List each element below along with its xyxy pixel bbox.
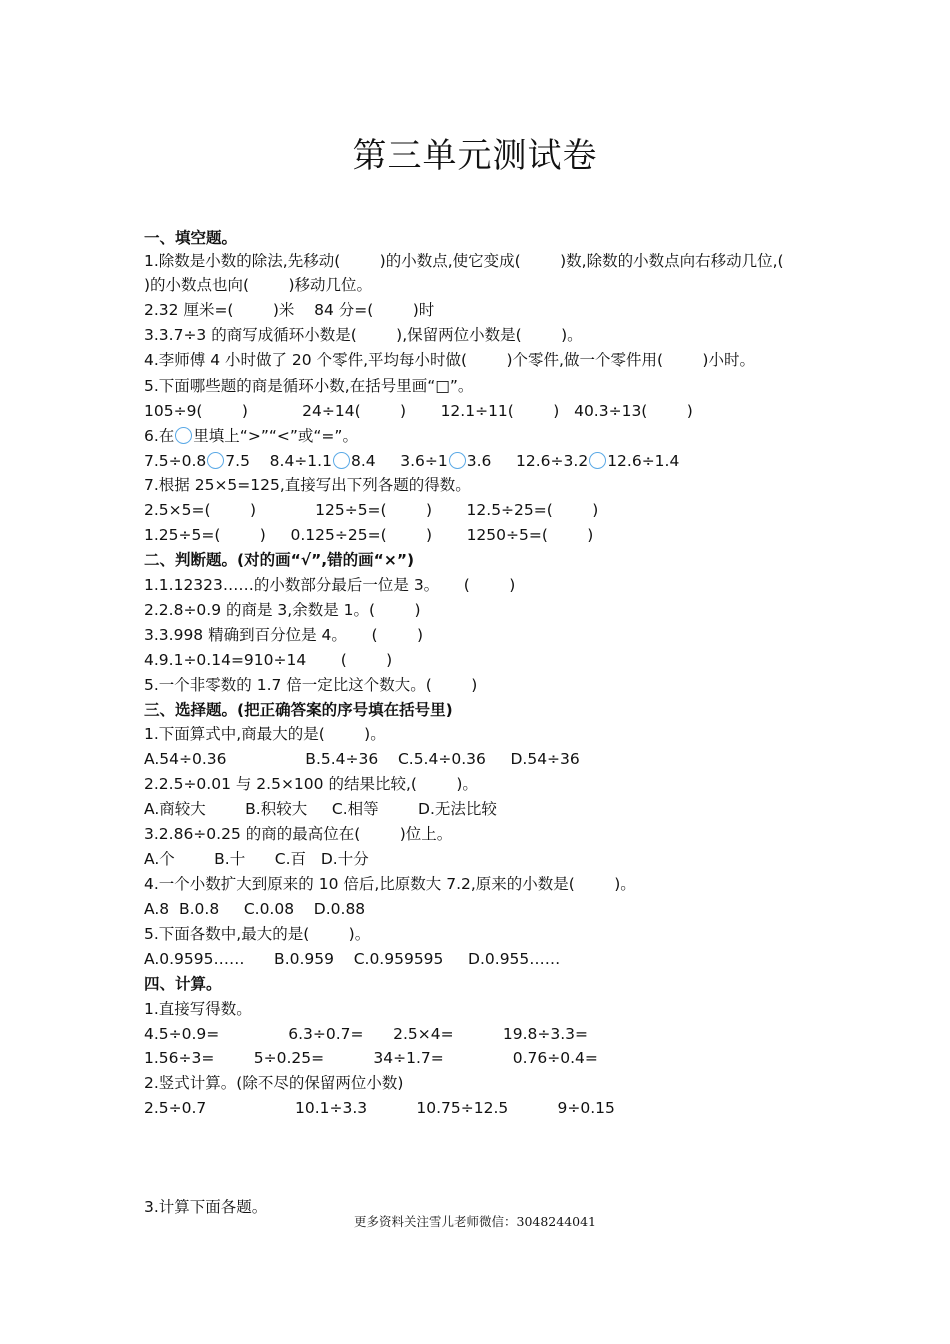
q6-item-3: 8.4 3.6÷1 (350, 452, 448, 470)
s1-question-4: 4.李师傅 4 小时做了 20 个零件,平均每小时做( )个零件,做一个零件用( )小时。 (144, 351, 755, 369)
circle-blank-icon (175, 427, 192, 444)
s1-question-6-items (144, 451, 679, 471)
s3-question-1-options: A.54÷0.36 B.5.4÷36 C.5.4÷0.36 D.54÷36 (144, 750, 580, 768)
s1-question-7: 7.根据 25×5=125,直接写出下列各题的得数。 (144, 476, 471, 494)
s3-question-4-options: A.8 B.0.8 C.0.08 D.0.88 (144, 900, 366, 918)
s4-question-1-row-1: 4.5÷0.9= 6.3÷0.7= 2.5×4= 19.8÷3.3= (144, 1025, 588, 1043)
s3-question-1: 1.下面算式中,商最大的是( )。 (144, 725, 386, 743)
s1-question-7-row-2: 1.25÷5=( ) 0.125÷25=( ) 1250÷5=( ) (144, 526, 594, 544)
s4-question-3: 3.计算下面各题。 (144, 1198, 268, 1216)
s1-question-5: 5.下面哪些题的商是循环小数,在括号里画“□”。 (144, 377, 474, 395)
s4-question-1-row-2: 1.56÷3= 5÷0.25= 34÷1.7= 0.76÷0.4= (144, 1049, 598, 1067)
s3-question-4: 4.一个小数扩大到原来的 10 倍后,比原数大 7.2,原来的小数是( )。 (144, 875, 636, 893)
s4-question-2: 2.竖式计算。(除不尽的保留两位小数) (144, 1074, 404, 1092)
section-1-heading: 一、填空题。 (144, 229, 238, 247)
q6-suffix: 里填上“>”“<”或“=”。 (193, 427, 358, 445)
s1-question-5-items: 105÷9( ) 24÷14( ) 12.1÷11( ) 40.3÷13( ) (144, 402, 693, 420)
q6-item-1: 7.5÷0.8 (144, 452, 207, 470)
s3-question-2: 2.2.5÷0.01 与 2.5×100 的结果比较,( )。 (144, 775, 478, 793)
s3-question-5-options: A.0.9595…… B.0.959 C.0.959595 D.0.955…… (144, 950, 561, 968)
s1-question-3: 3.3.7÷3 的商写成循环小数是( ),保留两位小数是( )。 (144, 326, 583, 344)
s2-question-5: 5.一个非零数的 1.7 倍一定比这个数大。( ) (144, 676, 478, 694)
s3-question-5: 5.下面各数中,最大的是( )。 (144, 925, 371, 943)
s2-question-1: 1.1.12323……的小数部分最后一位是 3。 ( ) (144, 576, 516, 594)
s1-question-1a: 1.除数是小数的除法,先移动( )的小数点,使它变成( )数,除数的小数点向右移动几位,( (144, 252, 784, 270)
section-3-heading: 三、选择题。(把正确答案的序号填在括号里) (144, 701, 453, 719)
circle-blank-icon (589, 452, 606, 469)
footer-note: 更多资料关注雪儿老师微信：3048244041 (353, 1214, 597, 1229)
page-title: 第三单元测试卷 (352, 136, 598, 176)
s1-question-7-row-1: 2.5×5=( ) 125÷5=( ) 12.5÷25=( ) (144, 501, 599, 519)
circle-blank-icon (333, 452, 350, 469)
circle-blank-icon (449, 452, 466, 469)
q6-item-5: 12.6÷1.4 (607, 452, 680, 470)
s1-question-1b: )的小数点也向( )移动几位。 (144, 276, 373, 294)
s1-question-6 (144, 426, 358, 446)
q6-item-4: 3.6 12.6÷3.2 (466, 452, 589, 470)
section-4-heading: 四、计算。 (144, 975, 222, 993)
q6-item-2: 7.5 8.4÷1.1 (225, 452, 332, 470)
s3-question-2-options: A.商较大 B.积较大 C.相等 D.无法比较 (144, 800, 497, 818)
s4-question-2-items: 2.5÷0.7 10.1÷3.3 10.75÷12.5 9÷0.15 (144, 1099, 615, 1117)
q6-prefix: 6.在 (144, 427, 175, 445)
s3-question-3-options: A.个 B.十 C.百 D.十分 (144, 850, 369, 868)
s2-question-3: 3.3.998 精确到百分位是 4。 ( ) (144, 626, 424, 644)
circle-blank-icon (207, 452, 224, 469)
section-2-heading: 二、判断题。(对的画“√”,错的画“×”) (144, 551, 415, 569)
s3-question-3: 3.2.86÷0.25 的商的最高位在( )位上。 (144, 825, 453, 843)
s2-question-4: 4.9.1÷0.14=910÷14 ( ) (144, 651, 393, 669)
s2-question-2: 2.2.8÷0.9 的商是 3,余数是 1。( ) (144, 601, 421, 619)
s1-question-2: 2.32 厘米=( )米 84 分=( )时 (144, 301, 435, 319)
s4-question-1: 1.直接写得数。 (144, 1000, 252, 1018)
